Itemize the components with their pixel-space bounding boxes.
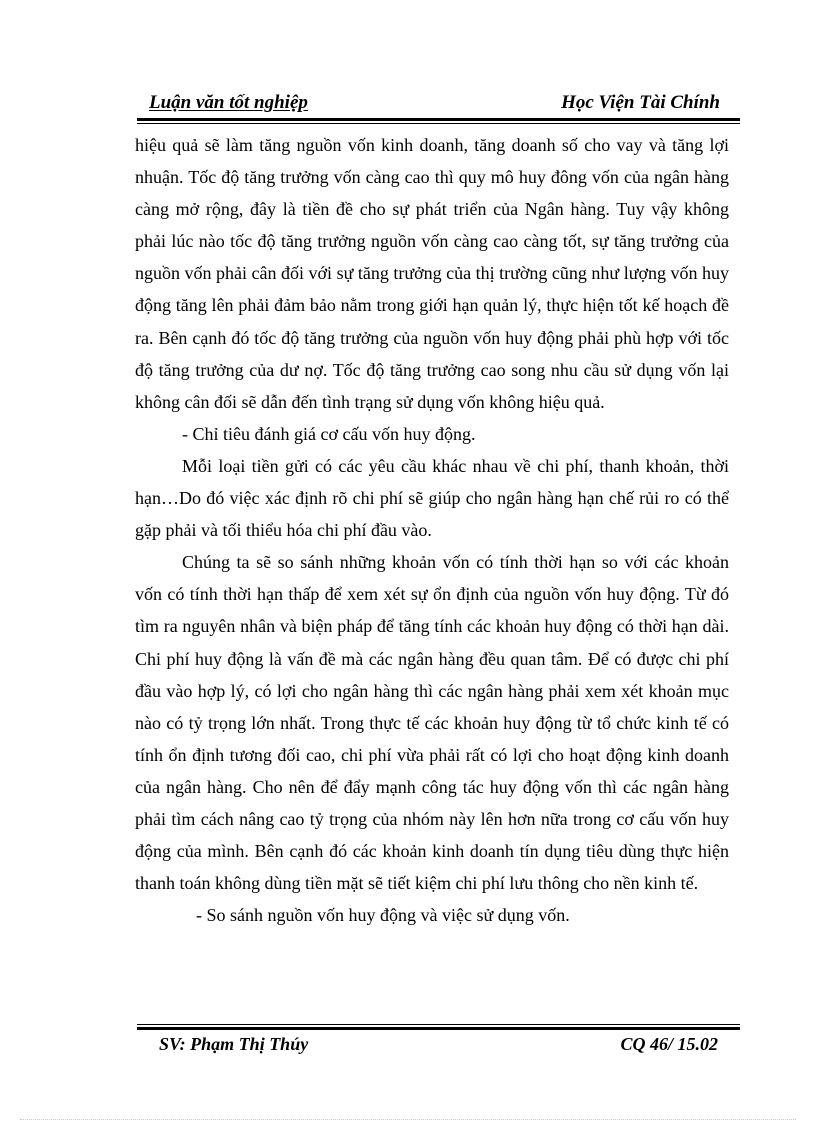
body-text [135, 129, 729, 931]
paragraph-comparison: Chúng ta sẽ so sánh những khoản vốn có tính thời hạn so với các khoản vốn có tính thời hạn thấp để xem xét sự ổn định của nguồn vốn huy động. Từ đó tìm ra nguyên nhân và biện pháp để tăng tính các khoản huy động có thời hạn dài. Chi phí huy động là vấn đề mà các ngân hàng đều quan tâm. Để có được chi phí đầu vào hợp lý, có lợi cho ngân hàng thì các ngân hàng phải xem xét khoản mục nào có tỷ trọng lớn nhất. Trong thực tế các khoản huy động từ tổ chức kinh tế có tính ổn định tương đối cao, chi phí vừa phải rất có lợi cho hoạt động kinh doanh của ngân hàng. Cho nên để đẩy mạnh công tác huy động vốn thì các ngân hàng phải tìm cách nâng cao tỷ trọng của nhóm này lên hơn nữa trong cơ cấu vốn huy động của mình. Bên cạnh đó các khoản kinh doanh tín dụng tiêu dùng thực hiện thanh toán không dùng tiền mặt sẽ tiết kiệm chi phí lưu thông cho nền kinh tế. [135, 552, 729, 894]
page-footer [137, 1034, 740, 1060]
footer-rule-thin [137, 1024, 740, 1025]
header-thesis-label: Luận văn tốt nghiệp [149, 92, 308, 113]
header-institution-label: Học Viện Tài Chính [561, 92, 720, 113]
header-rule-thick [137, 118, 740, 121]
footer-student-name: SV: Phạm Thị Thúy [159, 1034, 309, 1054]
paragraph-deposit-types: Mỗi loại tiền gửi có các yêu cầu khác nhau về chi phí, thanh khoản, thời hạn…Do đó việc xác định rõ chi phí sẽ giúp cho ngân hàng hạn chế rủi ro có thể gặp phải và tối thiểu hóa chi phí đầu vào. [135, 455, 729, 541]
header-rule-thin [137, 123, 740, 124]
footer-rule-thick [137, 1027, 740, 1030]
page-bottom-edge [20, 1119, 796, 1120]
page-header [137, 92, 740, 118]
footer-class-code: CQ 46/ 15.02 [620, 1034, 718, 1054]
bullet-compare-sources: - So sánh nguồn vốn huy động và việc sử dụng vốn. [196, 905, 570, 926]
bullet-structure-indicator: - Chỉ tiêu đánh giá cơ cấu vốn huy động. [182, 423, 476, 444]
paragraph-growth: hiệu quả sẽ làm tăng nguồn vốn kinh doanh, tăng doanh số cho vay và tăng lợi nhuận. Tốc độ tăng trưởng vốn càng cao thì quy mô huy đông vốn của ngân hàng càng mở rộng, đây là tiền đề cho sự phát triển của Ngân hàng. Tuy vậy không phải lúc nào tốc độ tăng trưởng nguồn vốn càng cao càng tốt, sự tăng trưởng của nguồn vốn phải cân đối với sự tăng trưởng của thị trường cũng như lượng vốn huy động tăng lên phải đảm bảo nằm trong giới hạn quản lý, thực hiện tốt kế hoạch đề ra. Bên cạnh đó tốc độ tăng trưởng của nguồn vốn huy động phải phù hợp với tốc độ tăng trưởng của dư nợ. Tốc độ tăng trưởng cao song nhu cầu sử dụng vốn lại không cân đối sẽ dẫn đến tình trạng sử dụng vốn không hiệu quả. [135, 135, 729, 412]
